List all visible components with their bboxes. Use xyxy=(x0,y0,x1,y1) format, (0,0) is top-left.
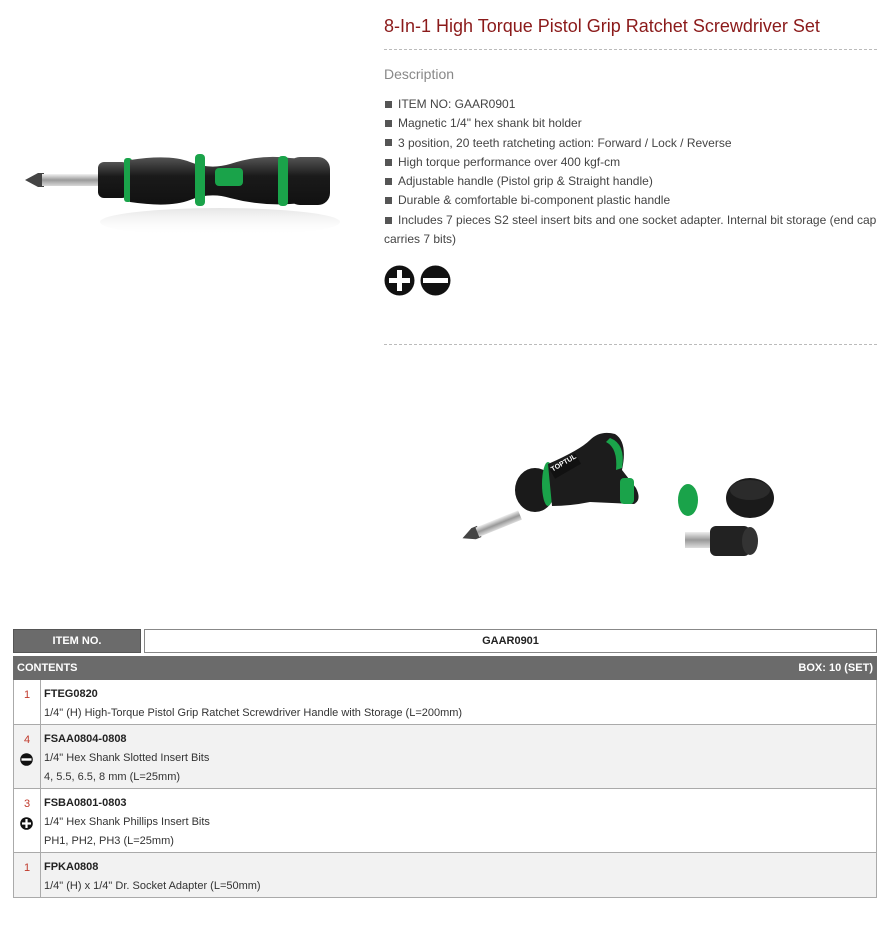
feature-item: Includes 7 pieces S2 steel insert bits and one socket adapter. Internal bit storage (end cap carries 7 bits) xyxy=(384,212,877,247)
feature-item: 3 position, 20 teeth ratcheting action: Forward / Lock / Reverse xyxy=(384,134,877,153)
contents-label: CONTENTS xyxy=(17,662,78,674)
divider xyxy=(384,49,877,50)
item-no-label: ITEM NO. xyxy=(13,629,141,653)
row-qty: 4 xyxy=(23,734,31,746)
row-code: FTEG0820 xyxy=(44,688,98,700)
row-desc: 1/4" Hex Shank Slotted Insert Bits xyxy=(44,752,210,764)
row-spec: PH1, PH2, PH3 (L=25mm) xyxy=(44,835,174,847)
table-row xyxy=(13,789,877,853)
box-label: BOX: 10 (SET) xyxy=(798,662,873,674)
row-code: FPKA0808 xyxy=(44,861,99,873)
row-desc: 1/4" Hex Shank Phillips Insert Bits xyxy=(44,816,210,828)
square-bullet-icon xyxy=(385,120,392,127)
row-qty: 1 xyxy=(23,862,31,874)
row-code: FSAA0804-0808 xyxy=(44,733,127,745)
divider xyxy=(384,344,877,345)
square-bullet-icon xyxy=(385,197,392,204)
row-desc: 1/4" (H) High-Torque Pistol Grip Ratchet Screwdriver Handle with Storage (L=200mm) xyxy=(44,707,463,719)
table-row xyxy=(13,853,877,898)
item-no-value: GAAR0901 xyxy=(144,629,877,653)
square-bullet-icon xyxy=(385,159,392,166)
description-heading: Description xyxy=(384,66,455,82)
brand-logo: TOPTUL xyxy=(550,453,578,474)
product-info xyxy=(384,0,877,297)
slotted-icon xyxy=(420,265,451,296)
tip-type-icons xyxy=(384,265,877,297)
table-row xyxy=(13,680,877,725)
product-image-pistol-grip xyxy=(450,420,780,600)
feature-item: Magnetic 1/4" hex shank bit holder xyxy=(384,114,877,133)
table-row xyxy=(13,725,877,789)
feature-item: ITEM NO: GAAR0901 xyxy=(384,95,877,114)
row-spec: 4, 5.5, 6.5, 8 mm (L=25mm) xyxy=(44,771,181,783)
feature-item: High torque performance over 400 kgf-cm xyxy=(384,153,877,172)
item-no-row xyxy=(13,629,877,653)
product-title: 8-In-1 High Torque Pistol Grip Ratchet Screwdriver Set xyxy=(384,16,820,36)
phillips-icon xyxy=(20,817,33,830)
row-qty: 1 xyxy=(23,689,31,701)
row-desc: 1/4" (H) x 1/4" Dr. Socket Adapter (L=50mm) xyxy=(44,880,261,892)
product-image-straight xyxy=(20,140,350,250)
contents-header xyxy=(13,656,877,680)
contents-table xyxy=(13,629,877,898)
square-bullet-icon xyxy=(385,139,392,146)
slotted-icon xyxy=(20,753,33,766)
row-qty: 3 xyxy=(23,798,31,810)
square-bullet-icon xyxy=(385,217,392,224)
feature-list xyxy=(384,95,877,249)
feature-item: Adjustable handle (Pistol grip & Straight handle) xyxy=(384,172,877,191)
square-bullet-icon xyxy=(385,178,392,185)
row-code: FSBA0801-0803 xyxy=(44,797,127,809)
phillips-icon xyxy=(384,265,415,296)
square-bullet-icon xyxy=(385,101,392,108)
feature-item: Durable & comfortable bi-component plastic handle xyxy=(384,191,877,210)
